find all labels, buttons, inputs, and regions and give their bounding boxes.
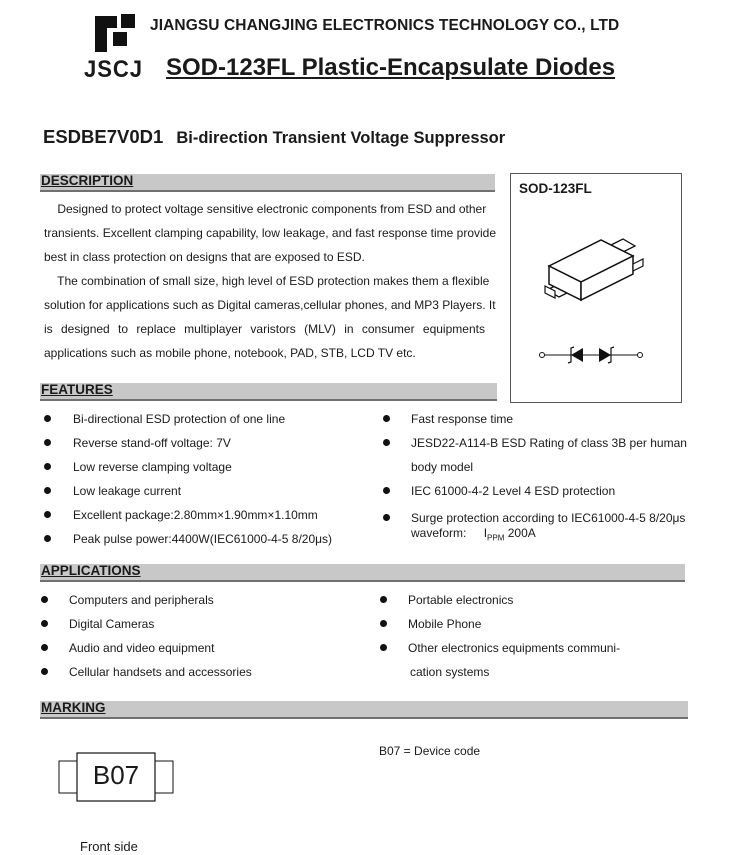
- applications-section-bar: [40, 564, 685, 582]
- feature-item: Fast response time: [411, 412, 514, 426]
- description-title: DESCRIPTION: [41, 173, 134, 188]
- bullet-icon: [380, 644, 387, 651]
- application-item: Digital Cameras: [69, 617, 155, 631]
- applications-title: APPLICATIONS: [41, 563, 141, 578]
- part-number: ESDBE7V0D1: [43, 126, 164, 147]
- application-item: Cellular handsets and accessories: [69, 665, 252, 679]
- application-item: Audio and video equipment: [69, 641, 215, 655]
- application-item: Computers and peripherals: [69, 593, 214, 607]
- package-label: SOD-123FL: [519, 181, 592, 196]
- description-line: solution for applications such as Digital cameras,cellular phones, and MP3 Players. It: [44, 298, 496, 312]
- company-logo-icon: [95, 14, 135, 54]
- bullet-icon: [383, 415, 390, 422]
- application-item: Other electronics equipments communi-: [408, 641, 621, 655]
- bullet-icon: [383, 487, 390, 494]
- feature-item: body model: [411, 460, 474, 474]
- description-line: best in class protection on designs that are exposed to ESD.: [44, 250, 365, 264]
- features-section-bar: [40, 383, 497, 401]
- feature-item: Low leakage current: [73, 484, 182, 498]
- bullet-icon: [41, 596, 48, 603]
- description-line: The combination of small size, high level of ESD protection makes them a flexible: [44, 274, 490, 288]
- bullet-icon: [383, 439, 390, 446]
- features-title: FEATURES: [41, 382, 113, 397]
- feature-item: Surge protection according to IEC61000-4-5 8/20μs: [411, 511, 686, 525]
- part-description: Bi-direction Transient Voltage Suppressor: [176, 129, 506, 147]
- bullet-icon: [41, 620, 48, 627]
- device-code-note: B07 = Device code: [379, 744, 481, 758]
- application-item: cation systems: [410, 665, 490, 679]
- description-line: applications such as mobile phone, notebook, PAD, STB, LCD TV etc.: [44, 346, 416, 360]
- bidirectional-diode-symbol-icon: [539, 344, 643, 366]
- feature-item: JESD22-A114-B ESD Rating of class 3B per human: [411, 436, 687, 450]
- logo-text: JSCJ: [84, 56, 143, 83]
- marking-code: B07: [92, 760, 140, 790]
- bullet-icon: [41, 644, 48, 651]
- feature-item: Reverse stand-off voltage: 7V: [73, 436, 231, 450]
- bullet-icon: [44, 535, 51, 542]
- bullet-icon: [44, 415, 51, 422]
- company-name: JIANGSU CHANGJING ELECTRONICS TECHNOLOGY CO., LTD: [150, 17, 620, 34]
- bullet-icon: [41, 668, 48, 675]
- application-item: Portable electronics: [408, 593, 514, 607]
- bullet-icon: [44, 487, 51, 494]
- description-line: Designed to protect voltage sensitive electronic components from ESD and other: [44, 202, 487, 216]
- bullet-icon: [44, 511, 51, 518]
- description-line: transients. Excellent clamping capability, low leakage, and fast response time provide: [44, 226, 497, 240]
- description-section-bar: [40, 174, 495, 192]
- bullet-icon: [44, 439, 51, 446]
- application-item: Mobile Phone: [408, 617, 482, 631]
- feature-item: Bi-directional ESD protection of one line: [73, 412, 286, 426]
- part-line: [43, 126, 505, 148]
- package-drawing-icon: [539, 224, 649, 314]
- ippm-subscript: PPM: [487, 533, 505, 543]
- feature-item: Low reverse clamping voltage: [73, 460, 232, 474]
- front-side-label: Front side: [80, 839, 138, 854]
- ippm-value: 200A: [507, 526, 536, 540]
- feature-item: Peak pulse power:4400W(IEC61000-4-5 8/20μs): [73, 532, 333, 546]
- waveform-label: waveform:: [411, 526, 467, 540]
- feature-item: Excellent package:2.80mm×1.90mm×1.10mm: [73, 508, 318, 522]
- ippm-symbol: I: [483, 526, 488, 540]
- bullet-icon: [380, 596, 387, 603]
- marking-diagram: [58, 752, 174, 802]
- bullet-icon: [383, 514, 390, 521]
- product-type-title: SOD-123FL Plastic-Encapsulate Diodes: [166, 54, 616, 81]
- feature-item-waveform: [411, 525, 536, 546]
- description-text: [44, 197, 497, 365]
- marking-section-bar: [40, 701, 688, 719]
- bullet-icon: [44, 463, 51, 470]
- bullet-icon: [380, 620, 387, 627]
- description-line: is designed to replace multiplayer varistors (MLV) in consumer equipments: [44, 322, 485, 336]
- feature-item: IEC 61000-4-2 Level 4 ESD protection: [411, 484, 616, 498]
- package-box: [510, 173, 682, 403]
- marking-title: MARKING: [41, 700, 106, 715]
